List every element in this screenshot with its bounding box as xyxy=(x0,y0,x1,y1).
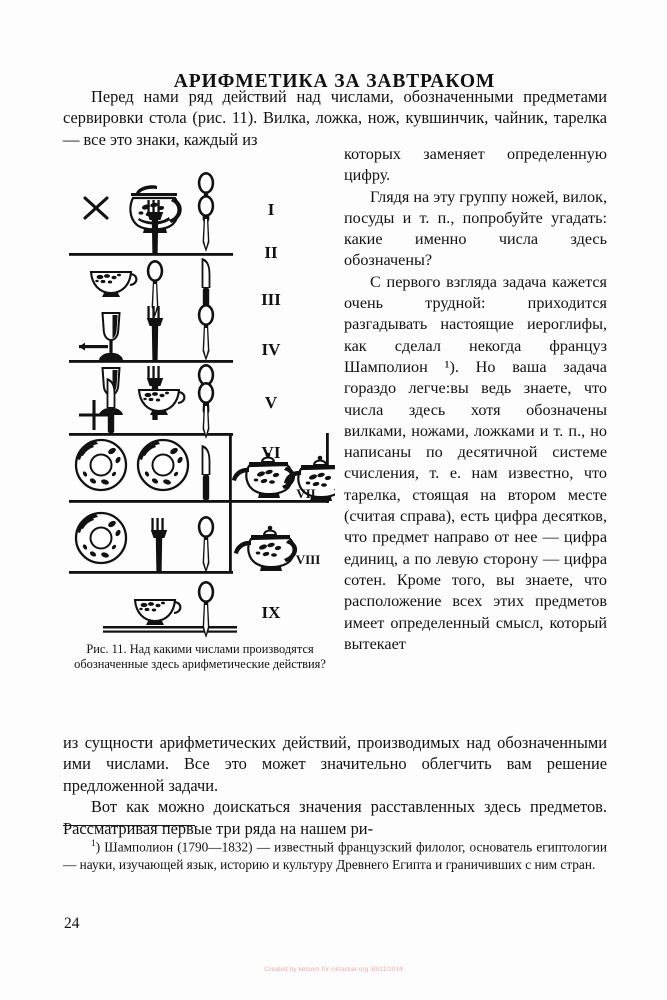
rule-below-row-9-b xyxy=(103,631,237,633)
page-number: 24 xyxy=(64,915,80,932)
figure-row-6 xyxy=(107,378,215,439)
intro-paragraph: Перед нами ряд действий над числами, обозначенными предметами сервировки стола (рис. 11). Вилка, ложка, нож, кувшинчик, чайник, тарелка — все это знаки, каждый из xyxy=(63,87,607,149)
figure-caption: Рис. 11. Над какими числами производятся обозначенные здесь арифметические действия? xyxy=(74,642,326,671)
figure-row-4 xyxy=(99,304,214,361)
bottom-text-block xyxy=(63,732,607,839)
right-paragraph-2: Глядя на эту группу ножей, вилок, посуды и т. п., попробуйте угадать: какие именно числа здесь обозначены? xyxy=(344,187,607,270)
rule-after-row-6 xyxy=(69,433,233,436)
footnote xyxy=(63,836,607,873)
rule-after-row-2 xyxy=(69,253,233,256)
right-column xyxy=(344,144,607,655)
row-label-7: VII xyxy=(296,486,316,501)
row-label-6: VI xyxy=(261,443,281,462)
bottom-paragraph-1: из сущности арифметических действий, производимых над обозначенными ими числами. Все это может значительно облегчить вам решение предложенной задачи. xyxy=(63,733,607,795)
row-label-2: II xyxy=(264,243,278,262)
figure-11 xyxy=(63,160,335,720)
footnote-marker: 1 xyxy=(91,839,96,849)
row-label-3: III xyxy=(261,290,281,309)
bottom-paragraph-2: Вот как можно доискаться значения расставленных здесь предметов. Рассматривая первые три ряда на нашем ри- xyxy=(63,797,607,838)
figure-illustration xyxy=(63,160,335,640)
rule-after-row-8 xyxy=(69,571,233,574)
scan-watermark: Created by ketsom for rutracker.org 30/11/2014 xyxy=(264,966,403,973)
footnote-text: ) Шамполион (1790—1832) — известный французский филолог, основатель египтологии — науки, изучающей язык, историю и культуру Древнего Египта и граничивших с ним стран. xyxy=(63,839,607,872)
page-title: АРИФМЕТИКА ЗА ЗАВТРАКОМ xyxy=(173,71,496,93)
row-label-8: VIII xyxy=(295,552,321,567)
figure-row-3 xyxy=(91,258,210,317)
multiply-sign xyxy=(85,198,107,218)
rule-after-row-4 xyxy=(69,360,233,363)
figure-row-9 xyxy=(135,581,214,638)
figure-row-8 xyxy=(76,513,297,573)
rule-after-row-7 xyxy=(69,500,329,503)
minus-sign xyxy=(79,343,108,351)
rule-below-row-9 xyxy=(103,626,237,629)
row-label-5: V xyxy=(264,393,278,412)
row-label-1: I xyxy=(267,200,275,219)
row-label-4: IV xyxy=(261,340,281,359)
right-paragraph-3: С первого взгляда задача кажется очень трудной: приходится разгадывать настоящие иероглифы, как сделал некогда француз Шамполион ¹). Но ваша задача гораздо легче:вы ведь знаете, что числа здесь хотя обозначены вилками, ножами, ложками и т. п., но написаны по десятичной системе счисления, т. е. нам известно, что тарелка, стоящая на втором месте (считая справа), есть цифра десятков, что предмет направо от нее — цифра единиц, а по левую сторону — цифра сотен. Кроме того, вы знаете, что расположение всех этих предметов имеет определенный смысл, который вытекает xyxy=(344,272,607,653)
right-paragraph-1: которых заменяет определенную цифру. xyxy=(344,145,607,185)
footnote-divider xyxy=(63,825,195,826)
row-label-9: IX xyxy=(261,603,281,622)
division-bar-vertical xyxy=(229,433,232,573)
